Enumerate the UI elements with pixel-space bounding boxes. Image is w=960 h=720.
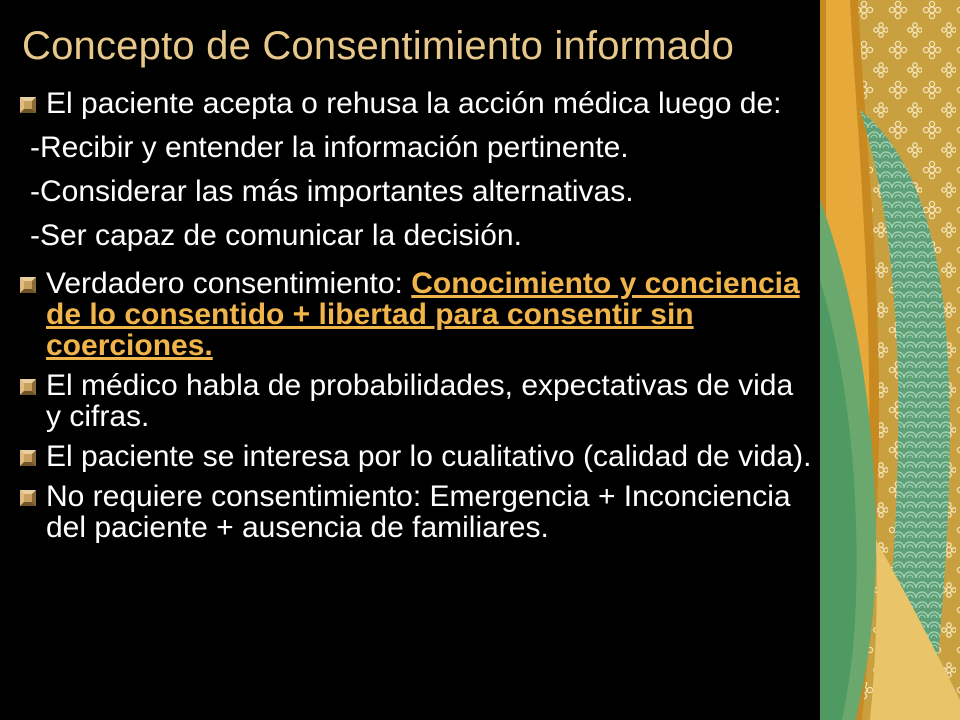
sub-list — [16, 132, 816, 251]
sub-item: -Recibir y entender la información pertinente. — [30, 131, 629, 164]
bullet-item — [16, 441, 816, 472]
sub-item: -Considerar las más importantes alternativas. — [30, 175, 634, 208]
bullet-item — [16, 88, 816, 119]
bullet-icon — [20, 379, 36, 395]
bullet-text: El paciente acepta o rehusa la acción médica luego de: — [46, 87, 782, 120]
slide-title: Concepto de Consentimiento informado — [22, 24, 735, 68]
bullet-icon — [20, 97, 36, 113]
bullet-icon — [20, 490, 36, 506]
slide-content — [16, 88, 816, 552]
bullet-text: El paciente se interesa por lo cualitativo (calidad de vida). — [46, 440, 812, 473]
bullet-item — [16, 370, 816, 432]
bullet-text: No requiere consentimiento: Emergencia + Inconciencia del paciente + ausencia de familiares. — [46, 480, 791, 544]
sub-item: -Ser capaz de comunicar la decisión. — [30, 219, 522, 252]
bullet-text: El médico habla de probabilidades, expectativas de vida y cifras. — [46, 369, 794, 433]
bullet-item — [16, 268, 816, 361]
bullet-icon — [20, 277, 36, 293]
bullet-icon — [20, 450, 36, 466]
highlighted-definition-link[interactable]: Conocimiento y conciencia de lo consentido + libertad para consentir sin coerciones. — [46, 267, 800, 362]
floral-ribbon-decoration — [820, 0, 960, 720]
bullet-item — [16, 481, 816, 543]
bullet-text-prefix: Verdadero consentimiento: — [46, 267, 412, 300]
